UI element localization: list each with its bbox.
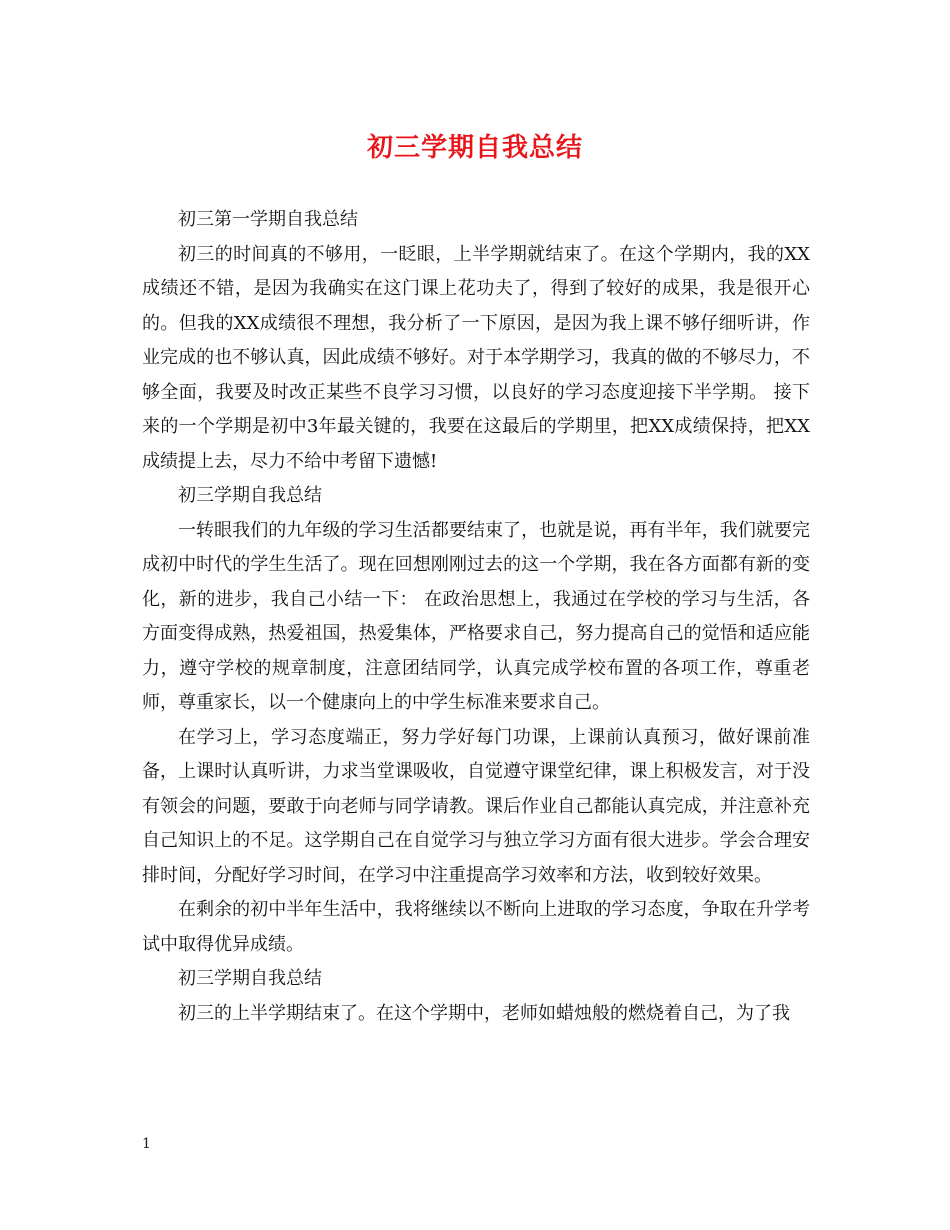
paragraph: 初三的时间真的不够用，一眨眼，上半学期就结束了。在这个学期内，我的XX成绩还不错，是因为我确实在这门课上花功夫了，得到了较好的成果，我是很开心的。但我的XX成绩很不理想，我分析了一下原因，是因为我上课不够仔细听讲，作业完成的也不够认真，因此成绩不够好。对于本学期学习，我真的做的不够尽力，不够全面，我要及时改正某些不良学习习惯，以良好的学习态度迎接下半学期。 接下来的一个学期是初中3年最关键的，我要在这最后的学期里，把XX成绩保持，把XX成绩提上去，尽力不给中考留下遗憾! bbox=[142, 243, 810, 472]
section-heading: 初三学期自我总结 bbox=[178, 485, 322, 506]
page-number: 1 bbox=[142, 1136, 151, 1152]
paragraph: 初三的上半学期结束了。在这个学期中，老师如蜡烛般的燃烧着自己，为了我 bbox=[178, 1002, 790, 1024]
document-body bbox=[142, 203, 810, 1031]
section-heading: 初三学期自我总结 bbox=[178, 968, 322, 989]
document-title: 初三学期自我总结 bbox=[366, 133, 583, 163]
paragraph: 在剩余的初中半年生活中，我将继续以不断向上进取的学习态度，争取在升学考试中取得优异成绩。 bbox=[142, 899, 810, 955]
paragraph: 在学习上，学习态度端正，努力学好每门功课，上课前认真预习，做好课前准备，上课时认真听讲，力求当堂课吸收，自觉遵守课堂纪律，课上积极发言，对于没有领会的问题，要敢于向老师与同学请教。课后作业自己都能认真完成，并注意补充自己知识上的不足。这学期自己在自觉学习与独立学习方面有很大进步。学会合理安排时间，分配好学习时间，在学习中注重提高学习效率和方法，收到较好效果。 bbox=[142, 726, 810, 886]
section-heading: 初三第一学期自我总结 bbox=[178, 209, 358, 230]
paragraph: 一转眼我们的九年级的学习生活都要结束了，也就是说，再有半年，我们就要完成初中时代的学生生活了。现在回想刚刚过去的这一个学期，我在各方面都有新的变化，新的进步，我自己小结一下： 在政治思想上，我通过在学校的学习与生活，各方面变得成熟，热爱祖国，热爱集体，严格要求自己，努力提高自己的觉悟和适应能力，遵守学校的规章制度，注意团结同学，认真完成学校布置的各项工作，尊重老师，尊重家长，以一个健康向上的中学生标准来要求自己。 bbox=[142, 519, 810, 713]
